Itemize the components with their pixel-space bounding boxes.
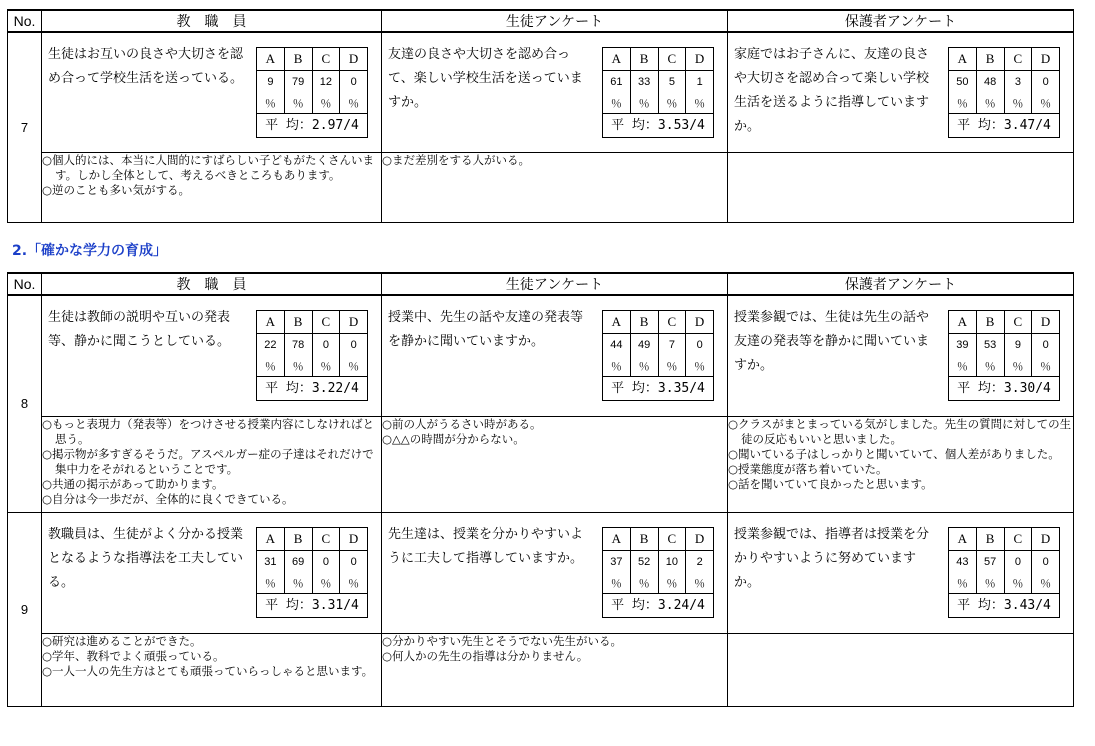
- average-score: 平 均：3.30/4: [948, 377, 1060, 401]
- rating-value-b: 33: [630, 71, 658, 94]
- percent-unit: ％: [257, 573, 285, 594]
- percent-unit: ％: [340, 93, 368, 114]
- rating-value-d: 0: [1032, 334, 1060, 357]
- rating-label-c: C: [658, 48, 686, 71]
- rating-label-d: D: [340, 527, 368, 550]
- percent-unit: ％: [658, 93, 686, 114]
- question-text: 生徒は教師の説明や互いの発表等、静かに聞こうとしている。: [48, 310, 231, 349]
- rating-value-b: 78: [284, 334, 312, 357]
- survey-table-1: [7, 9, 1074, 223]
- student-question: [382, 512, 728, 633]
- parent-question: [728, 512, 1074, 633]
- rating-value-b: 48: [976, 71, 1004, 94]
- rating-label-d: D: [1032, 527, 1060, 550]
- rating-box: [948, 310, 1060, 401]
- question-number: 7: [8, 32, 42, 222]
- rating-label-c: C: [1004, 527, 1032, 550]
- percent-unit: ％: [949, 93, 977, 114]
- percent-unit: ％: [603, 93, 631, 114]
- rating-value-b: 69: [284, 550, 312, 573]
- percent-unit: ％: [1004, 573, 1032, 594]
- comment-item: ○クラスがまとまっている気がしました。先生の質問に対しての生徒の反応もいいと思いました。: [728, 416, 1072, 446]
- rating-box: [602, 310, 714, 401]
- parent-comments: [728, 633, 1074, 706]
- rating-label-c: C: [658, 527, 686, 550]
- percent-unit: ％: [1032, 93, 1060, 114]
- rating-label-a: A: [949, 311, 977, 334]
- question-text: 家庭ではお子さんに、友達の良さや大切さを認め合って楽しい学校生活を送るように指導していますか。: [734, 47, 930, 134]
- percent-unit: ％: [630, 93, 658, 114]
- parent-question: [728, 32, 1074, 152]
- rating-value-c: 10: [658, 550, 686, 573]
- rating-value-d: 0: [1032, 71, 1060, 94]
- rating-label-a: A: [257, 48, 285, 71]
- percent-unit: ％: [312, 356, 340, 377]
- rating-label-c: C: [1004, 48, 1032, 71]
- rating-value-b: 79: [284, 71, 312, 94]
- percent-unit: ％: [257, 93, 285, 114]
- percent-unit: ％: [1004, 356, 1032, 377]
- question-number: 9: [8, 512, 42, 706]
- rating-label-c: C: [312, 527, 340, 550]
- average-score: 平 均：3.24/4: [602, 594, 714, 618]
- percent-unit: ％: [658, 573, 686, 594]
- percent-unit: ％: [284, 93, 312, 114]
- comment-row: [8, 633, 1074, 706]
- percent-unit: ％: [312, 93, 340, 114]
- percent-unit: ％: [603, 356, 631, 377]
- rating-label-d: D: [340, 311, 368, 334]
- header-no: No.: [8, 273, 42, 295]
- comment-item: ○話を聞いていて良かったと思います。: [728, 476, 933, 491]
- comment-item: ○一人一人の先生方はとても頑張っていらっしゃると思います。: [42, 663, 374, 678]
- question-text: 友達の良さや大切さを認め合って、楽しい学校生活を送っていますか。: [388, 47, 583, 110]
- question-text: 生徒はお互いの良さや大切さを認め合って学校生活を送っている。: [48, 47, 244, 86]
- student-comments: [382, 152, 728, 222]
- rating-value-b: 53: [976, 334, 1004, 357]
- header-student: 生徒アンケート: [382, 273, 728, 295]
- rating-value-d: 0: [340, 550, 368, 573]
- rating-label-c: C: [312, 48, 340, 71]
- average-score: 平 均：3.22/4: [256, 377, 368, 401]
- percent-unit: ％: [976, 573, 1004, 594]
- staff-question: [42, 32, 382, 152]
- percent-unit: ％: [1032, 356, 1060, 377]
- rating-label-c: C: [658, 311, 686, 334]
- rating-label-b: B: [976, 527, 1004, 550]
- rating-label-b: B: [284, 527, 312, 550]
- percent-unit: ％: [686, 356, 714, 377]
- comment-item: ○逆のことも多い気がする。: [42, 182, 191, 197]
- rating-label-b: B: [630, 527, 658, 550]
- rating-value-d: 0: [340, 334, 368, 357]
- rating-box: [948, 47, 1060, 138]
- staff-comments: [42, 416, 382, 512]
- rating-label-b: B: [976, 311, 1004, 334]
- average-score: 平 均：3.43/4: [948, 594, 1060, 618]
- rating-value-c: 5: [658, 71, 686, 94]
- rating-box: [602, 527, 714, 618]
- staff-question: [42, 512, 382, 633]
- average-score: 平 均：2.97/4: [256, 114, 368, 138]
- average-score: 平 均：3.31/4: [256, 594, 368, 618]
- rating-label-a: A: [949, 527, 977, 550]
- rating-label-b: B: [630, 48, 658, 71]
- rating-value-d: 0: [1032, 550, 1060, 573]
- rating-value-d: 0: [686, 334, 714, 357]
- comment-item: ○まだ差別をする人がいる。: [382, 152, 531, 167]
- comment-row: [8, 416, 1074, 512]
- student-question: [382, 32, 728, 152]
- rating-value-b: 57: [976, 550, 1004, 573]
- comment-item: ○△△の時間が分からない。: [382, 431, 525, 446]
- comment-item: ○授業態度が落ち着いていた。: [728, 461, 888, 476]
- percent-unit: ％: [284, 573, 312, 594]
- question-number: 8: [8, 295, 42, 512]
- rating-value-c: 12: [312, 71, 340, 94]
- survey-table-2: [7, 272, 1074, 707]
- percent-unit: ％: [976, 356, 1004, 377]
- percent-unit: ％: [630, 356, 658, 377]
- rating-value-a: 39: [949, 334, 977, 357]
- rating-value-d: 2: [686, 550, 714, 573]
- percent-unit: ％: [658, 356, 686, 377]
- rating-value-a: 31: [257, 550, 285, 573]
- percent-unit: ％: [976, 93, 1004, 114]
- rating-label-b: B: [976, 48, 1004, 71]
- comment-item: ○掲示物が多すぎるそうだ。アスペルガー症の子達はそれだけで集中力をそがれるということです。: [42, 446, 374, 476]
- percent-unit: ％: [340, 356, 368, 377]
- rating-label-a: A: [603, 527, 631, 550]
- question-text: 授業中、先生の話や友達の発表等を静かに聞いていますか。: [388, 310, 584, 349]
- question-text: 先生達は、授業を分かりやすいように工夫して指導していますか。: [388, 526, 584, 566]
- rating-box: [602, 47, 714, 138]
- percent-unit: ％: [312, 573, 340, 594]
- question-text: 授業参観では、指導者は授業を分かりやすいように努めていますか。: [734, 526, 930, 590]
- rating-box: [948, 527, 1060, 618]
- student-comments: [382, 633, 728, 706]
- rating-value-c: 3: [1004, 71, 1032, 94]
- staff-question: [42, 295, 382, 416]
- percent-unit: ％: [949, 356, 977, 377]
- section-title: 2.「確かな学力の育成」: [12, 243, 168, 259]
- staff-comments: [42, 152, 382, 222]
- parent-question: [728, 295, 1074, 416]
- rating-value-a: 22: [257, 334, 285, 357]
- average-score: 平 均：3.47/4: [948, 114, 1060, 138]
- average-score: 平 均：3.35/4: [602, 377, 714, 401]
- rating-label-a: A: [257, 527, 285, 550]
- rating-value-a: 37: [603, 550, 631, 573]
- comment-item: ○学年、教科でよく頑張っている。: [42, 648, 225, 663]
- percent-unit: ％: [686, 93, 714, 114]
- table-header: [8, 273, 1074, 295]
- rating-value-c: 0: [1004, 550, 1032, 573]
- comment-item: ○研究は進めることができた。: [42, 633, 202, 648]
- rating-value-c: 9: [1004, 334, 1032, 357]
- question-text: 授業参観では、生徒は先生の話や友達の発表等を静かに聞いていますか。: [734, 310, 930, 373]
- rating-box: [256, 527, 368, 618]
- rating-label-c: C: [1004, 311, 1032, 334]
- percent-unit: ％: [686, 573, 714, 594]
- percent-unit: ％: [340, 573, 368, 594]
- rating-value-b: 52: [630, 550, 658, 573]
- rating-label-a: A: [603, 311, 631, 334]
- rating-label-c: C: [312, 311, 340, 334]
- rating-value-d: 1: [686, 71, 714, 94]
- rating-label-a: A: [257, 311, 285, 334]
- header-no: No.: [8, 10, 42, 32]
- parent-comments: [728, 152, 1074, 222]
- rating-label-d: D: [340, 48, 368, 71]
- rating-label-a: A: [603, 48, 631, 71]
- question-row: [8, 295, 1074, 416]
- header-parent: 保護者アンケート: [728, 273, 1074, 295]
- header-staff: 教 職 員: [42, 273, 382, 295]
- comment-item: ○何人かの先生の指導は分かりません。: [382, 648, 589, 663]
- header-parent: 保護者アンケート: [728, 10, 1074, 32]
- rating-value-a: 61: [603, 71, 631, 94]
- rating-label-d: D: [686, 48, 714, 71]
- student-question: [382, 295, 728, 416]
- rating-label-d: D: [686, 527, 714, 550]
- comment-item: ○聞いている子はしっかりと聞いていて、個人差がありました。: [728, 446, 1060, 461]
- comment-item: ○自分は今一歩だが、全体的に良くできている。: [42, 491, 294, 506]
- rating-value-a: 43: [949, 550, 977, 573]
- rating-value-b: 49: [630, 334, 658, 357]
- percent-unit: ％: [949, 573, 977, 594]
- question-row: [8, 32, 1074, 152]
- rating-value-c: 0: [312, 334, 340, 357]
- comment-item: ○前の人がうるさい時がある。: [382, 416, 542, 431]
- rating-label-a: A: [949, 48, 977, 71]
- percent-unit: ％: [1032, 573, 1060, 594]
- percent-unit: ％: [603, 573, 631, 594]
- table-header: [8, 10, 1074, 32]
- percent-unit: ％: [257, 356, 285, 377]
- student-comments: [382, 416, 728, 512]
- header-staff: 教 職 員: [42, 10, 382, 32]
- percent-unit: ％: [630, 573, 658, 594]
- comment-item: ○個人的には、本当に人間的にすばらしい子どもがたくさんいます。しかし全体として、考えるべきところもあります。: [42, 152, 375, 182]
- comment-item: ○共通の掲示があって助かります。: [42, 476, 224, 491]
- comment-row: [8, 152, 1074, 222]
- rating-label-d: D: [1032, 311, 1060, 334]
- rating-box: [256, 310, 368, 401]
- rating-label-d: D: [1032, 48, 1060, 71]
- rating-value-c: 7: [658, 334, 686, 357]
- rating-value-a: 9: [257, 71, 285, 94]
- header-student: 生徒アンケート: [382, 10, 728, 32]
- question-row: [8, 512, 1074, 633]
- parent-comments: [728, 416, 1074, 512]
- rating-label-b: B: [630, 311, 658, 334]
- staff-comments: [42, 633, 382, 706]
- rating-label-b: B: [284, 48, 312, 71]
- rating-value-d: 0: [340, 71, 368, 94]
- rating-value-c: 0: [312, 550, 340, 573]
- rating-value-a: 50: [949, 71, 977, 94]
- average-score: 平 均：3.53/4: [602, 114, 714, 138]
- percent-unit: ％: [1004, 93, 1032, 114]
- rating-label-d: D: [686, 311, 714, 334]
- rating-box: [256, 47, 368, 138]
- comment-item: ○もっと表現力（発表等）をつけさせる授業内容にしなければと思う。: [42, 416, 375, 446]
- comment-item: ○分かりやすい先生とそうでない先生がいる。: [382, 633, 623, 648]
- rating-value-a: 44: [603, 334, 631, 357]
- question-text: 教職員は、生徒がよく分かる授業となるような指導法を工夫している。: [48, 526, 244, 590]
- rating-label-b: B: [284, 311, 312, 334]
- percent-unit: ％: [284, 356, 312, 377]
